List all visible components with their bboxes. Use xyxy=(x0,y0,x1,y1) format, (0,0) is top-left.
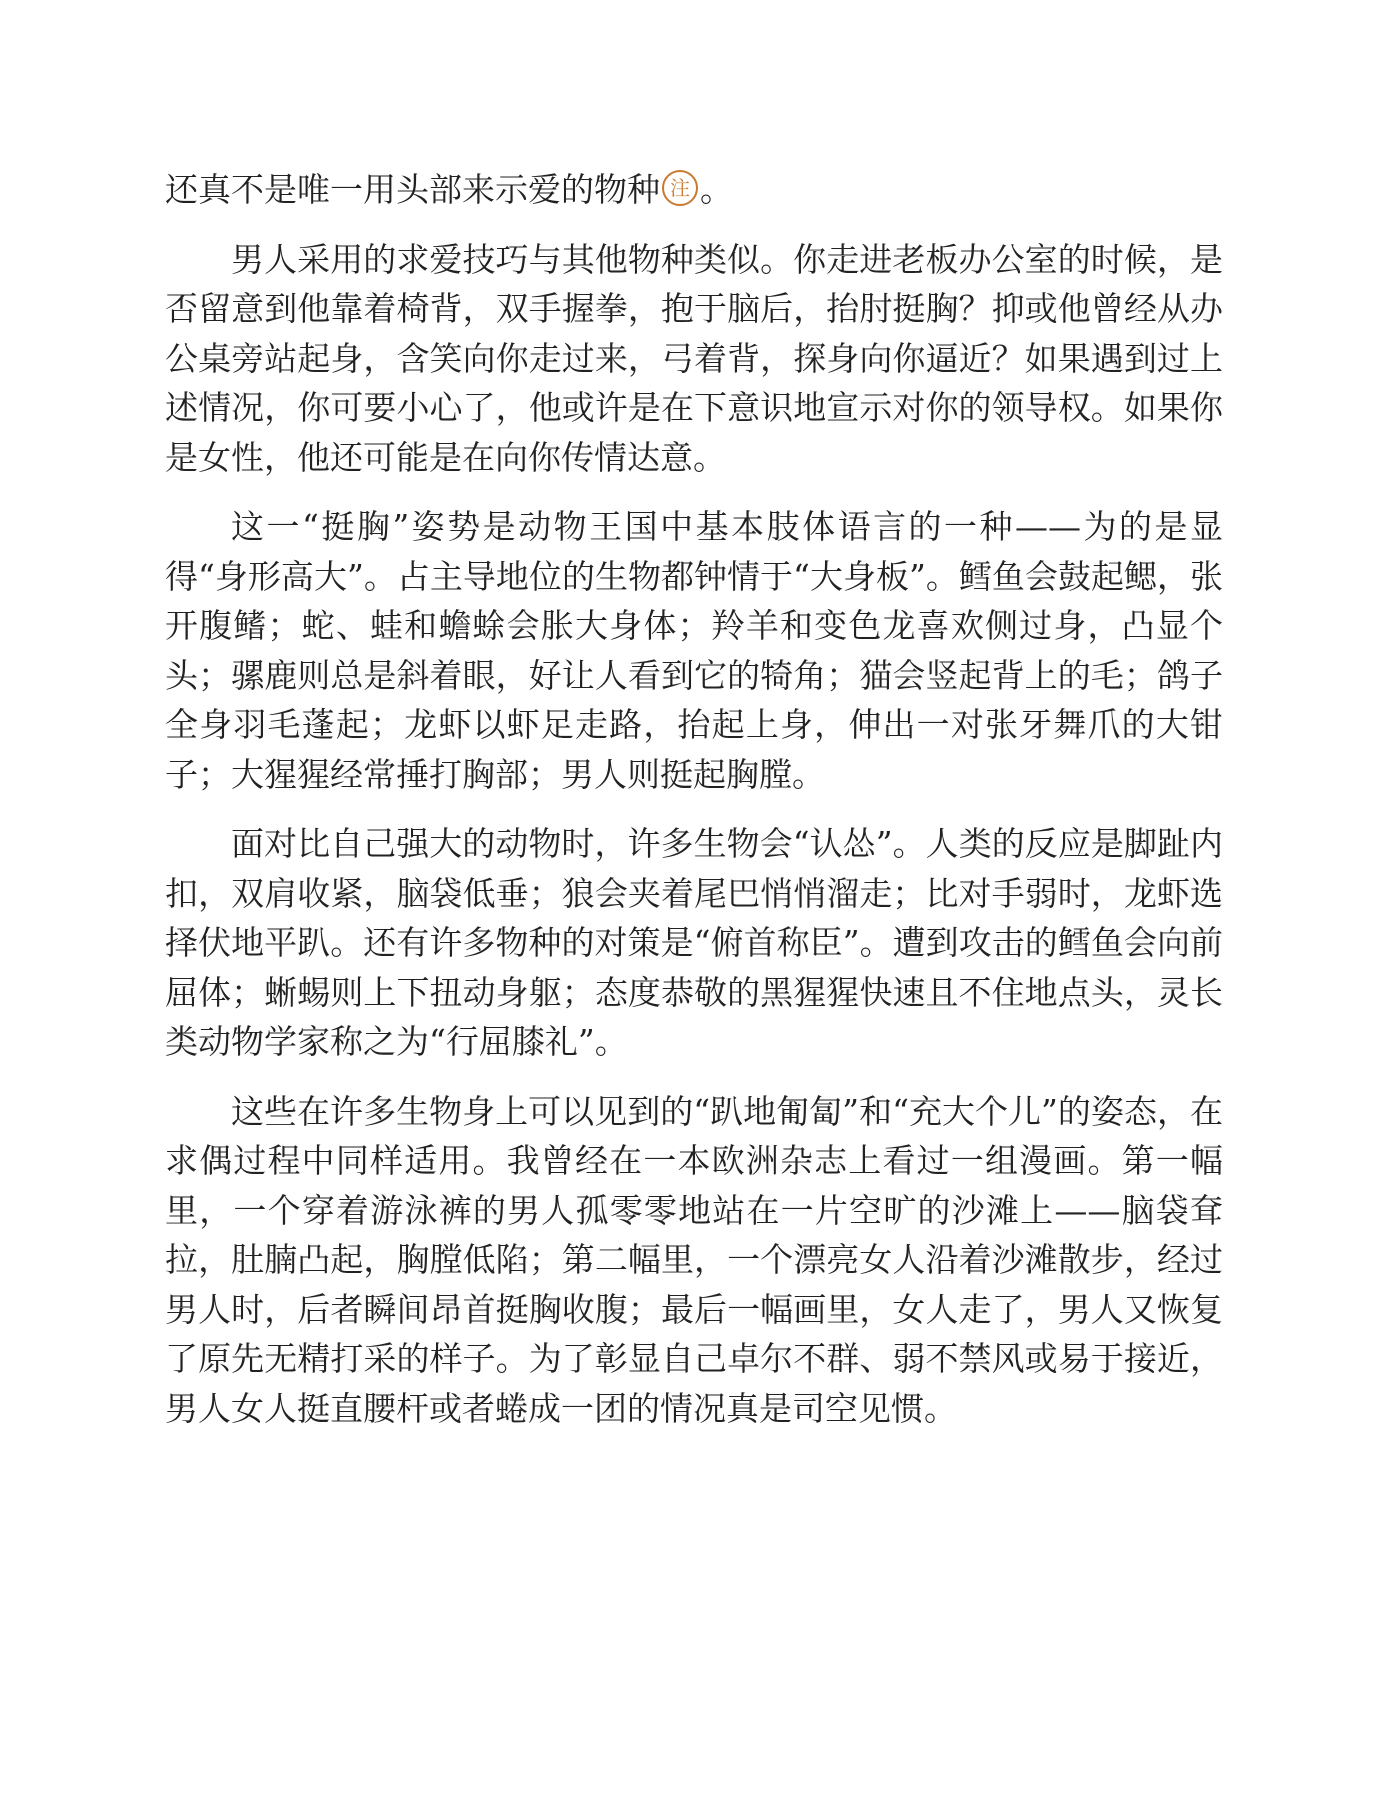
paragraph: 这一“挺胸”姿势是动物王国中基本肢体语言的一种——为的是显得“身形高大”。占主导地位的生物都钟情于“大身板”。鳕鱼会鼓起鳃，张开腹鳍；蛇、蛙和蟾蜍会胀大身体；羚羊和变色龙喜欢侧过身，凸显个头；骡鹿则总是斜着眼，好让人看到它的犄角；猫会竖起背上的毛；鸽子全身羽毛蓬起；龙虾以虾足走路，抬起上身，伸出一对张牙舞爪的大钳子；大猩猩经常捶打胸部；男人则挺起胸膛。 xyxy=(165,507,1223,794)
paragraph-text-end: 。 xyxy=(700,170,733,209)
paragraph-text: 还真不是唯一用头部来示爱的物种 xyxy=(165,170,660,209)
footnote-marker[interactable]: 注 xyxy=(662,170,698,206)
paragraph: 男人采用的求爱技巧与其他物种类似。你走进老板办公室的时候，是否留意到他靠着椅背，双手握拳，抱于脑后，抬肘挺胸？抑或他曾经从办公桌旁站起身，含笑向你走过来，弓着背，探身向你逼近？如果遇到过上述情况，你可要小心了，他或许是在下意识地宣示对你的领导权。如果你是女性，他还可能是在向你传情达意。 xyxy=(165,239,1223,477)
paragraph-continuation xyxy=(165,165,1223,215)
paragraph: 这些在许多生物身上可以见到的“趴地匍匐”和“充大个儿”的姿态，在求偶过程中同样适用。我曾经在一本欧洲杂志上看过一组漫画。第一幅里，一个穿着游泳裤的男人孤零零地站在一片空旷的沙滩上——脑袋耷拉，肚腩凸起，胸膛低陷；第二幅里，一个漂亮女人沿着沙滩散步，经过男人时，后者瞬间昂首挺胸收腹；最后一幅画里，女人走了，男人又恢复了原先无精打采的样子。为了彰显自己卓尔不群、弱不禁风或易于接近，男人女人挺直腰杆或者蜷成一团的情况真是司空见惯。 xyxy=(165,1091,1223,1428)
paragraph: 面对比自己强大的动物时，许多生物会“认怂”。人类的反应是脚趾内扣，双肩收紧，脑袋低垂；狼会夹着尾巴悄悄溜走；比对手弱时，龙虾选择伏地平趴。还有许多物种的对策是“俯首称臣”。遭到攻击的鳕鱼会向前屈体；蜥蜴则上下扭动身躯；态度恭敬的黑猩猩快速且不住地点头，灵长类动物学家称之为“行屈膝礼”。 xyxy=(165,824,1223,1061)
page-body xyxy=(165,165,1223,1453)
